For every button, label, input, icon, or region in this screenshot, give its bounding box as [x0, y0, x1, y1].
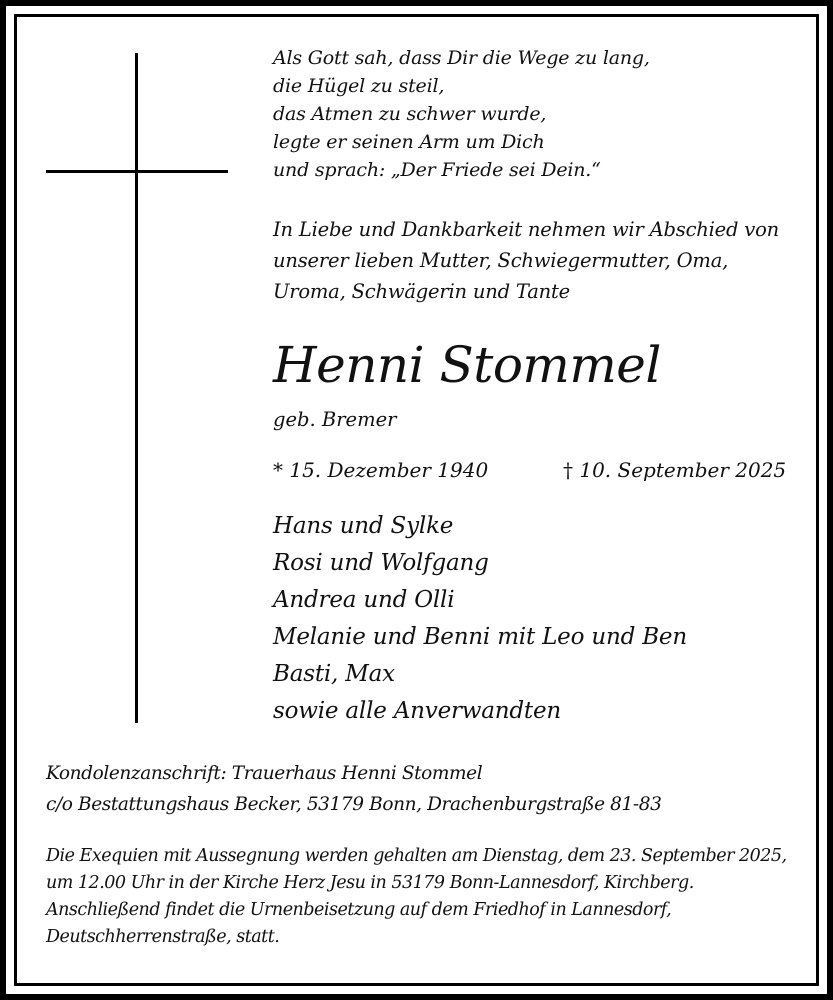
poem	[273, 44, 650, 184]
birth-date: 15. Dezember 1940	[289, 458, 489, 482]
service-line: Deutschherrenstraße, statt.	[46, 927, 280, 947]
mourner-item: Hans und Sylke	[273, 513, 454, 539]
death-date-group	[563, 455, 786, 485]
farewell-intro	[273, 214, 779, 307]
mourner-item: Melanie und Benni mit Leo und Ben	[273, 624, 687, 650]
cross-horizontal-bar	[46, 170, 228, 173]
deceased-name: Henni Stommel	[273, 336, 661, 394]
maiden-name: geb. Bremer	[273, 408, 397, 431]
poem-line: legte er seinen Arm um Dich	[273, 131, 545, 153]
intro-line: Uroma, Schwägerin und Tante	[273, 280, 570, 303]
birth-star-icon: *	[273, 458, 283, 482]
service-line: Die Exequien mit Aussegnung werden gehalten am Dienstag, dem 23. September 2025,	[46, 846, 787, 866]
mourner-item: Rosi und Wolfgang	[273, 550, 489, 576]
mourner-item: sowie alle Anverwandten	[273, 698, 561, 724]
dagger-icon: †	[563, 458, 573, 482]
poem-line: die Hügel zu steil,	[273, 75, 445, 97]
condolence-line: Kondolenzanschrift: Trauerhaus Henni Stommel	[46, 763, 483, 784]
poem-line: das Atmen zu schwer wurde,	[273, 103, 547, 125]
death-date: 10. September 2025	[579, 458, 787, 482]
mourner-item: Andrea und Olli	[273, 587, 455, 613]
mourner-item: Basti, Max	[273, 661, 395, 687]
poem-line: Als Gott sah, dass Dir die Wege zu lang,	[273, 47, 650, 69]
condolence-line: c/o Bestattungshaus Becker, 53179 Bonn, Drachenburgstraße 81-83	[46, 794, 662, 815]
birth-date-group	[273, 455, 488, 485]
poem-line: und sprach: „Der Friede sei Dein.“	[273, 159, 601, 181]
funeral-service-info	[46, 843, 787, 951]
intro-line: unserer lieben Mutter, Schwiegermutter, Oma,	[273, 249, 729, 272]
intro-line: In Liebe und Dankbarkeit nehmen wir Abschied von	[273, 218, 780, 241]
service-line: Anschließend findet die Urnenbeisetzung auf dem Friedhof in Lannesdorf,	[46, 900, 672, 920]
cross-vertical-bar	[135, 53, 138, 723]
service-line: um 12.00 Uhr in der Kirche Herz Jesu in 53179 Bonn-Lannesdorf, Kirchberg.	[46, 873, 694, 893]
mourners-list	[273, 508, 687, 730]
condolence-address	[46, 758, 661, 820]
